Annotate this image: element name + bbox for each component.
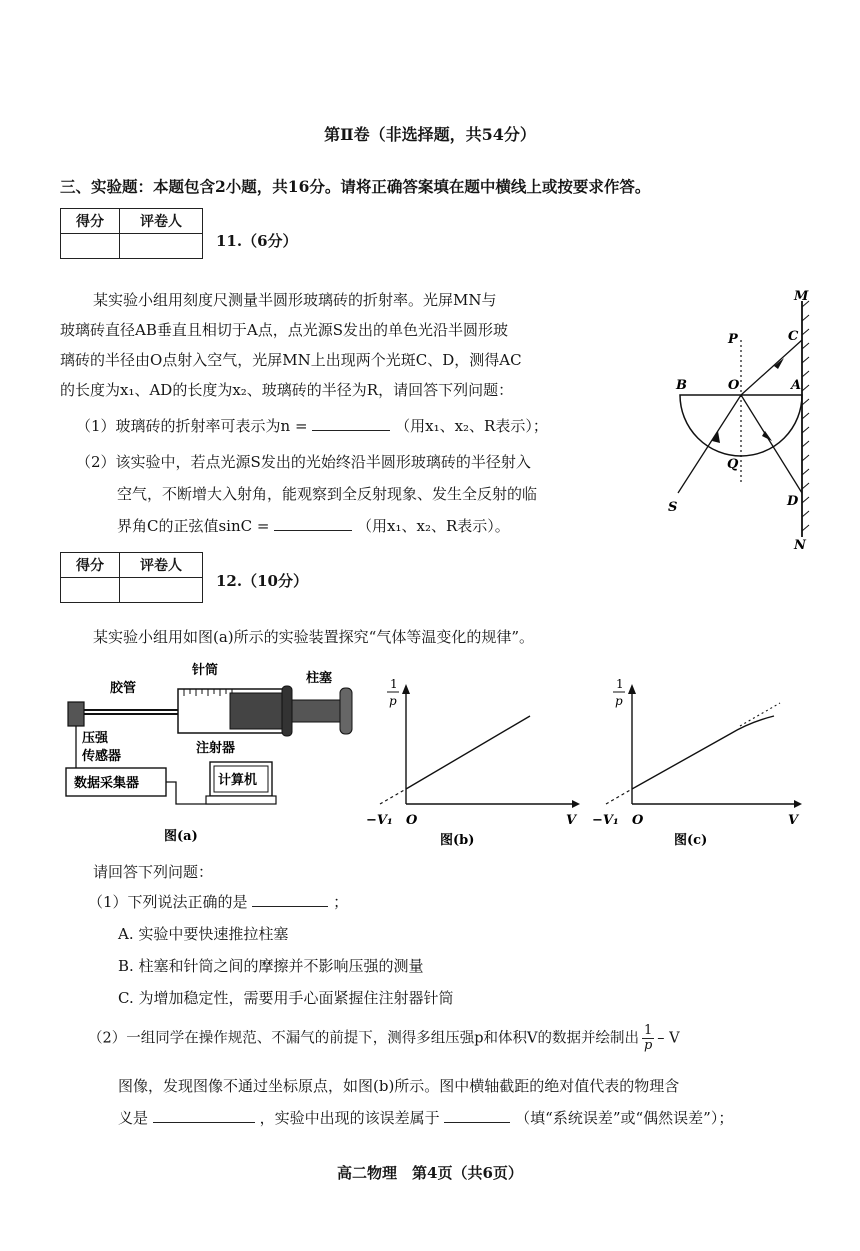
q11-part-2-line-2: 空气，不断增大入射角，能观察到全反射现象、发生全反射的临 <box>117 485 538 503</box>
extrapolated-line <box>380 789 406 804</box>
q11-intro-line-1: 某实验小组用刻度尺测量半圆形玻璃砖的折射率。光屏MN与 <box>93 291 497 309</box>
label-n: N <box>794 538 806 553</box>
q12-option-b: B. 柱塞和针筒之间的摩擦并不影响压强的测量 <box>118 957 424 975</box>
data-line <box>406 716 530 789</box>
q12-intro: 某实验小组用如图(a)所示的实验装置探究“气体等温变化的规律”。 <box>93 628 534 646</box>
reflected-ray <box>741 395 802 493</box>
ray-arrow <box>762 431 772 441</box>
one-over-p-fraction <box>642 1024 654 1053</box>
y-label-num: 1 <box>390 677 398 691</box>
q12-part-1-end: ； <box>333 893 349 911</box>
figure-b-graph <box>360 672 580 848</box>
y-label-den: p <box>389 694 397 708</box>
q11-intro-line-4: 的长度为x₁、AD的长度为x₂、玻璃砖的半径为R，请回答下列问题： <box>60 381 514 399</box>
label-collector: 数据采集器 <box>74 776 140 791</box>
score-label: 得分 <box>61 553 120 578</box>
label-a: A <box>791 378 802 393</box>
score-cell <box>61 234 120 259</box>
data-curve <box>632 716 774 789</box>
q12-answer-blank-1[interactable] <box>252 892 328 907</box>
q12-part-2-meaning-label: 义是 <box>118 1109 149 1127</box>
score-label: 得分 <box>61 209 120 234</box>
figure-c-graph <box>590 672 810 848</box>
caption-a: 图(a) <box>164 829 198 844</box>
grader-label: 评卷人 <box>120 209 203 234</box>
q12-part-2-tail: – V <box>657 1030 680 1047</box>
origin-label: O <box>632 813 644 828</box>
pressure-sensor <box>68 702 84 726</box>
caption-c: 图(c) <box>674 833 708 848</box>
q11-part-2-text: 界角C的正弦值sinC = <box>117 517 270 535</box>
q11-answer-blank-2[interactable] <box>274 516 352 531</box>
label-d: D <box>787 494 799 509</box>
q12-answer-blank-2[interactable] <box>153 1108 255 1123</box>
label-syringe: 注射器 <box>196 741 236 756</box>
refraction-diagram <box>660 285 820 555</box>
label-o: O <box>728 378 740 393</box>
incident-ray <box>678 395 741 493</box>
plunger-head <box>230 693 290 729</box>
q12-option-c: C. 为增加稳定性，需要用手心面紧握住注射器针筒 <box>118 989 454 1007</box>
q12-part-2-line-2: 图像，发现图像不通过坐标原点，如图(b)所示。图中横轴截距的绝对值代表的物理含 <box>118 1077 680 1095</box>
q11-part-1-hint: （用x₁、x₂、R表示）； <box>395 417 548 435</box>
grader-cell <box>120 578 203 603</box>
label-s: S <box>668 500 678 515</box>
q12-part-2-error-label: ，实验中出现的该误差属于 <box>259 1109 440 1127</box>
plunger-handle <box>340 688 352 734</box>
page-footer: 高二物理 第4页（共6页） <box>337 1164 523 1182</box>
q12-part-2-line-3 <box>118 1106 733 1130</box>
label-sensor-1: 压强 <box>82 731 109 746</box>
label-plunger: 柱塞 <box>306 671 333 686</box>
grader-cell <box>120 234 203 259</box>
q11-part-1 <box>76 414 548 438</box>
y-label-den: p <box>615 694 623 708</box>
label-tube: 胶管 <box>110 681 137 696</box>
label-p: P <box>728 332 738 347</box>
neg-intercept-label: −V₁ <box>366 813 393 828</box>
barrel-flange <box>282 686 292 736</box>
question-11-number: 11.（6分） <box>216 232 298 250</box>
label-barrel: 针筒 <box>192 663 219 678</box>
q12-part-1-text: （1）下列说法正确的是 <box>88 893 248 911</box>
q12-part-2-line-1 <box>88 1024 680 1053</box>
extrapolated-line <box>606 789 632 804</box>
q12-option-a: A. 实验中要快速推拉柱塞 <box>118 925 289 943</box>
q12-ask: 请回答下列问题： <box>93 863 214 881</box>
score-cell <box>61 578 120 603</box>
section-instructions: 三、实验题：本题包含2小题，共16分。请将正确答案填在题中横线上或按要求作答。 <box>60 177 651 196</box>
label-computer: 计算机 <box>218 773 258 788</box>
label-sensor-2: 传感器 <box>82 749 122 764</box>
figure-a-apparatus <box>60 660 360 850</box>
plunger-rod <box>290 700 342 722</box>
section-title: 第Ⅱ卷（非选择题，共54分） <box>324 125 536 144</box>
x-label: V <box>788 813 799 828</box>
q11-part-2-hint: （用x₁、x₂、R表示）。 <box>357 517 510 535</box>
q11-intro-line-3: 璃砖的半径由O点射入空气，光屏MN上出现两个光斑C、D，测得AC <box>60 351 522 369</box>
q11-answer-blank-1[interactable] <box>312 416 390 431</box>
label-q: Q <box>727 457 739 472</box>
label-m: M <box>794 289 809 304</box>
q11-part-2-line-3 <box>117 514 510 538</box>
fraction-numerator: 1 <box>643 1023 653 1038</box>
y-label-num: 1 <box>616 677 624 691</box>
caption-b: 图(b) <box>440 833 475 848</box>
ideal-line <box>740 703 780 726</box>
score-table-q12 <box>60 552 203 603</box>
x-label: V <box>566 813 577 828</box>
label-c: C <box>788 329 799 344</box>
fraction-denominator: p <box>643 1038 653 1053</box>
q12-part-2-text: （2）一组同学在操作规范、不漏气的前提下，测得多组压强p和体积V的数据并绘制出 <box>88 1030 639 1047</box>
q12-answer-blank-3[interactable] <box>444 1108 510 1123</box>
q11-part-1-text: （1）玻璃砖的折射率可表示为n = <box>76 417 308 435</box>
question-12-number: 12.（10分） <box>216 572 308 590</box>
computer-base <box>206 796 276 804</box>
q11-intro-line-2: 玻璃砖直径AB垂直且相切于A点，点光源S发出的单色光沿半圆形玻 <box>60 321 508 339</box>
origin-label: O <box>406 813 418 828</box>
grader-label: 评卷人 <box>120 553 203 578</box>
neg-intercept-label: −V₁ <box>592 813 619 828</box>
q11-part-2-line-1: （2）该实验中，若点光源S发出的光始终沿半圆形玻璃砖的半径射入 <box>76 453 531 471</box>
q12-part-1 <box>88 890 348 914</box>
label-b: B <box>676 378 687 393</box>
score-table-q11 <box>60 208 203 259</box>
q12-part-2-error-hint: （填“系统误差”或“偶然误差”）； <box>515 1109 734 1127</box>
